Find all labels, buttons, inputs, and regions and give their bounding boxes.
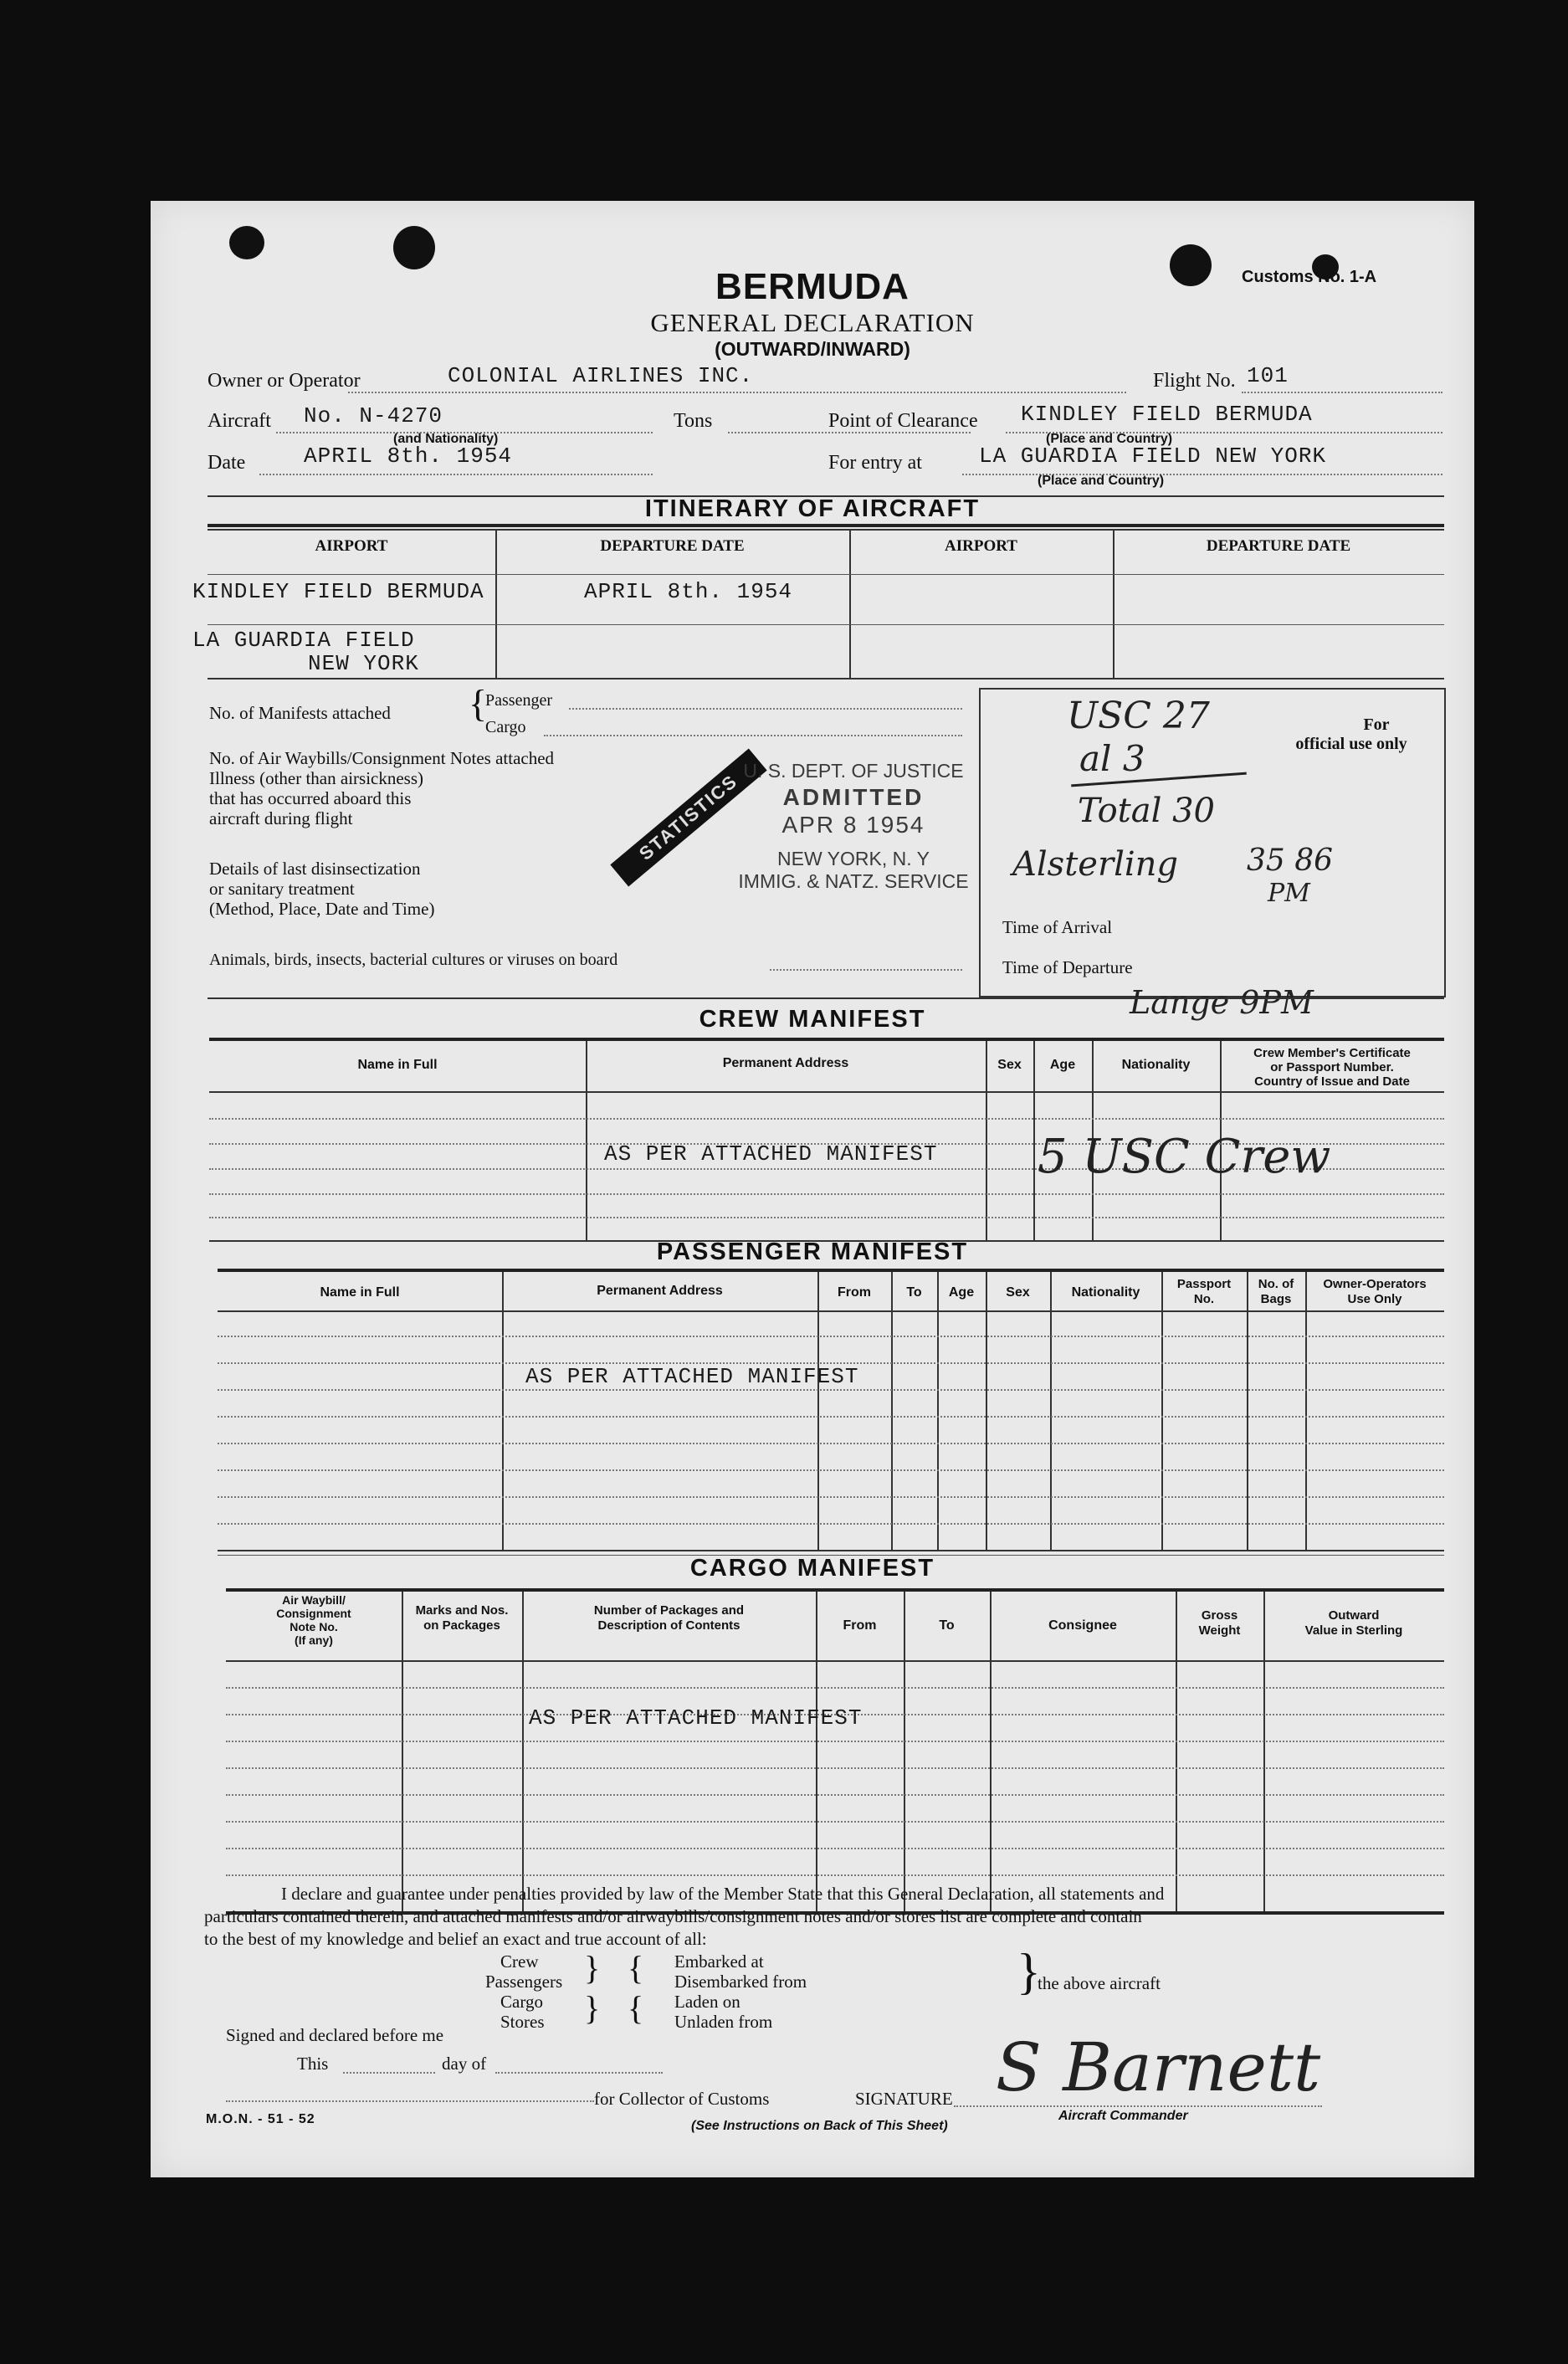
departure-label: Time of Departure (1002, 957, 1133, 977)
handwritten-departure: Lange 9PM (1130, 984, 1314, 1021)
commander-label: Aircraft Commander (1058, 2109, 1188, 2123)
disinsectization-block (209, 859, 434, 919)
crew-manifest-title: CREW MANIFEST (699, 1006, 926, 1033)
punch-hole-mark (393, 226, 435, 269)
passenger-col-bags (1247, 1277, 1305, 1307)
action-embarked: Embarked at (674, 1951, 764, 1972)
itinerary-col-departure: DEPARTURE DATE (1206, 537, 1351, 555)
owner-value: COLONIAL AIRLINES INC. (448, 363, 754, 388)
value-line: Value in Sterling (1304, 1623, 1403, 1638)
itinerary-col-airport: AIRPORT (315, 537, 388, 555)
cargo-manifest-title: CARGO MANIFEST (689, 1555, 935, 1582)
passenger-col-owner (1305, 1277, 1444, 1307)
back-instructions-note: (See Instructions on Back of This Sheet) (691, 2119, 948, 2133)
official-use-only: official use only (1295, 735, 1407, 753)
subject-stores: Stores (500, 2012, 545, 2032)
form-title: BERMUDA (715, 266, 910, 307)
brace: } (1017, 1944, 1041, 1999)
illness-block (209, 768, 423, 828)
itinerary-title: ITINERARY OF AIRCRAFT (644, 495, 981, 522)
passenger-col-to: To (906, 1285, 922, 1300)
stamp-department: U. S. DEPT. OF JUSTICE (743, 760, 964, 782)
brace: { (469, 682, 488, 725)
cargo-col-from: From (843, 1618, 877, 1633)
stamp-city: NEW YORK, N. Y (777, 847, 930, 869)
passenger-col-name: Name in Full (320, 1285, 400, 1300)
itinerary-col-departure: DEPARTURE DATE (600, 537, 745, 555)
handwritten-time: 35 86 (1247, 844, 1334, 878)
form-direction: (OUTWARD/INWARD) (715, 338, 910, 360)
action-unladen: Unladen from (674, 2012, 773, 2032)
flight-value: 101 (1247, 363, 1289, 388)
official-use-label (1322, 715, 1431, 735)
waybill-line: Air Waybill/ (282, 1593, 346, 1607)
entry-label: For entry at (828, 452, 922, 474)
statistics-stamp: STATISTICS (610, 749, 766, 887)
subject-crew: Crew (500, 1951, 539, 1972)
this-label: This (297, 2054, 329, 2074)
cargo-label: Cargo (485, 718, 526, 736)
handwritten-crew-note: 5 USC Crew (1038, 1130, 1331, 1184)
day-of-label: day of (442, 2054, 487, 2074)
packages-line: Number of Packages and (593, 1603, 745, 1618)
waybills-label: No. of Air Waybills/Consignment Notes attached (209, 748, 555, 768)
aircraft-note: (and Nationality) (393, 432, 499, 446)
immigration-admitted-stamp (728, 760, 979, 894)
cargo-col-value (1263, 1608, 1444, 1638)
crew-col-age: Age (1049, 1058, 1076, 1072)
declaration-form-sheet (151, 201, 1474, 2177)
marks-line: on Packages (423, 1618, 500, 1633)
crew-col-certificate (1220, 1046, 1444, 1089)
marks-line: Marks and Nos. (415, 1603, 509, 1618)
form-code: M.O.N. - 51 - 52 (206, 2112, 315, 2126)
flight-label: Flight No. (1153, 370, 1236, 392)
cargo-col-waybill (226, 1593, 402, 1647)
passenger-col-address: Permanent Address (597, 1284, 723, 1298)
aircraft-label: Aircraft (208, 410, 271, 432)
above-aircraft-label: the above aircraft (1038, 1973, 1161, 1993)
owner-label: Owner or Operator (208, 370, 361, 392)
crew-cert-line: Country of Issue and Date (1254, 1074, 1410, 1089)
animals-label: Animals, birds, insects, bacterial cultures or viruses on board (209, 951, 618, 969)
itinerary-row1-airport: KINDLEY FIELD BERMUDA (192, 579, 484, 604)
waybill-line: Note No. (290, 1620, 338, 1633)
disinsect-line: (Method, Place, Date and Time) (209, 899, 435, 919)
crew-col-name: Name in Full (357, 1058, 438, 1072)
subject-passengers: Passengers (485, 1972, 563, 1992)
collector-label: for Collector of Customs (594, 2089, 770, 2109)
declaration-line: to the best of my knowledge and belief an exact and true account of all: (204, 1929, 707, 1949)
passport-line: Passport (1176, 1277, 1232, 1291)
itinerary-row2-airport: LA GUARDIA FIELD (192, 628, 415, 653)
passenger-col-from: From (838, 1285, 871, 1300)
aircraft-value: No. N-4270 (304, 403, 443, 428)
disinsect-line: or sanitary treatment (209, 879, 355, 899)
cargo-col-packages (522, 1603, 816, 1633)
declaration-line: I declare and guarantee under penalties provided by law of the Member State that this General Declaration, all statements and (281, 1884, 1165, 1904)
passenger-manifest-title: PASSENGER MANIFEST (656, 1238, 969, 1265)
itinerary-col-airport: AIRPORT (945, 537, 1017, 555)
crew-manifest-value: AS PER ATTACHED MANIFEST (604, 1141, 938, 1167)
passenger-label: Passenger (485, 691, 552, 710)
handwritten-pm: PM (1268, 879, 1310, 908)
brace: { { (628, 1949, 644, 2027)
handwritten-count-al: al 3 (1079, 738, 1145, 779)
passenger-col-passport (1161, 1277, 1247, 1307)
bags-line: No. of (1258, 1277, 1294, 1291)
ink-blot (229, 226, 264, 259)
weight-line: Gross (1201, 1608, 1238, 1623)
owner-line: Owner-Operators (1323, 1277, 1427, 1291)
clearance-label: Point of Clearance (828, 410, 978, 432)
action-disembarked: Disembarked from (674, 1972, 807, 1992)
value-line: Outward (1328, 1608, 1380, 1623)
tons-label: Tons (674, 410, 713, 432)
official-for: For (1363, 715, 1390, 734)
passport-line: No. (1193, 1292, 1215, 1306)
waybill-line: (If any) (295, 1633, 333, 1647)
illness-line: aircraft during flight (209, 808, 353, 828)
crew-col-address: Permanent Address (722, 1056, 849, 1070)
crew-cert-line: Crew Member's Certificate (1253, 1046, 1411, 1060)
stamp-date: APR 8 1954 (781, 812, 925, 838)
cargo-col-marks (402, 1603, 522, 1633)
form-subtitle: GENERAL DECLARATION (650, 308, 975, 337)
manifests-label: No. of Manifests attached (209, 703, 391, 723)
handwritten-total: Total 30 (1078, 792, 1215, 830)
stamp-service: IMMIG. & NATZ. SERVICE (738, 870, 969, 893)
commander-signature: S Barnett (996, 2028, 1321, 2106)
declaration-subjects (485, 1951, 562, 2032)
passenger-col-nationality: Nationality (1071, 1285, 1140, 1300)
illness-line: that has occurred aboard this (209, 788, 412, 808)
handwritten-officer: Alsterling (1012, 845, 1179, 884)
passenger-manifest-value: AS PER ATTACHED MANIFEST (525, 1364, 859, 1389)
illness-line: Illness (other than airsickness) (209, 768, 424, 788)
place-country-note: (Place and Country) (1038, 474, 1165, 488)
cargo-col-to: To (939, 1618, 955, 1633)
signature-label: SIGNATURE (855, 2089, 953, 2109)
customs-form-number: Customs No. 1-A (1242, 268, 1377, 286)
crew-col-sex: Sex (997, 1058, 1022, 1072)
crew-col-nationality: Nationality (1121, 1058, 1191, 1072)
subject-cargo: Cargo (500, 1992, 543, 2012)
bags-line: Bags (1260, 1292, 1292, 1306)
arrival-label: Time of Arrival (1002, 917, 1113, 937)
itinerary-row1-date: APRIL 8th. 1954 (584, 579, 793, 604)
itinerary-row2-airport-city: NEW YORK (308, 651, 419, 676)
disinsect-line: Details of last disinsectization (209, 859, 421, 879)
cargo-col-consignee: Consignee (1048, 1618, 1117, 1633)
declaration-line: particulars contained therein, and attached manifests and/or airwaybills/consignment notes and/or stores list are complete and contain (204, 1906, 1142, 1926)
handwritten-count-usc: USC 27 (1067, 695, 1210, 737)
date-label: Date (208, 452, 246, 474)
passenger-col-sex: Sex (1006, 1285, 1030, 1300)
weight-line: Weight (1198, 1623, 1241, 1638)
brace: } } (584, 1949, 601, 2027)
clearance-value: KINDLEY FIELD BERMUDA (1021, 402, 1313, 427)
packages-line: Description of Contents (597, 1618, 740, 1633)
passenger-col-age: Age (948, 1285, 975, 1300)
stamp-admitted: ADMITTED (782, 783, 925, 810)
cargo-col-weight (1176, 1608, 1263, 1638)
date-value: APRIL 8th. 1954 (304, 444, 513, 469)
signed-label: Signed and declared before me (226, 2025, 444, 2045)
place-country-note: (Place and Country) (1046, 432, 1173, 446)
action-laden: Laden on (674, 1992, 740, 2012)
owner-line: Use Only (1347, 1292, 1402, 1306)
cargo-manifest-value: AS PER ATTACHED MANIFEST (529, 1705, 863, 1731)
crew-cert-line: or Passport Number. (1270, 1060, 1394, 1074)
declaration-actions (674, 1951, 807, 2032)
entry-value: LA GUARDIA FIELD NEW YORK (979, 444, 1327, 469)
waybill-line: Consignment (276, 1607, 351, 1620)
declaration-text (204, 1883, 1459, 1951)
